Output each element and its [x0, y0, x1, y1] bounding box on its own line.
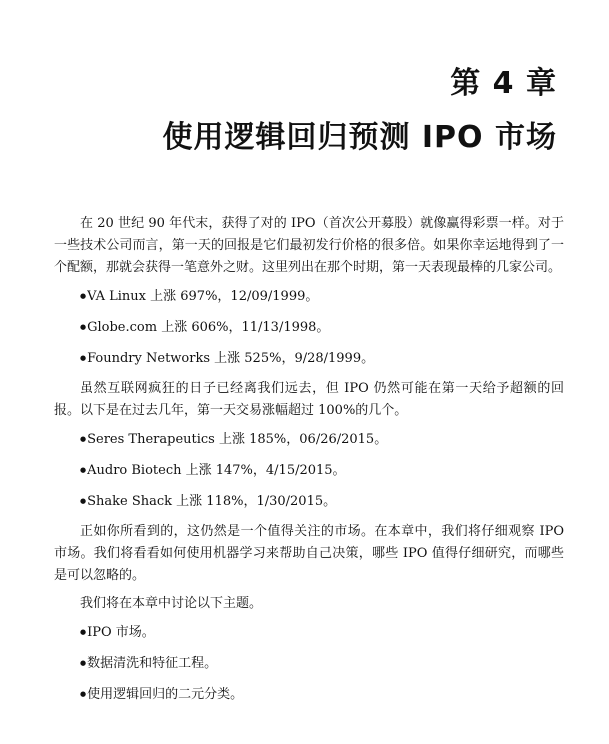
- list-item: ● Seres Therapeutics 上涨 185%，06/26/2015。: [54, 428, 564, 451]
- topic-item: ● IPO 市场。: [54, 621, 564, 644]
- list-item: ● Shake Shack 上涨 118%，1/30/2015。: [54, 490, 564, 513]
- list-item: ● Globe.com 上涨 606%，11/13/1998。: [54, 316, 564, 339]
- topic-item: ● 数据清洗和特征工程。: [54, 652, 564, 675]
- topic-item: ● 使用逻辑回归的二元分类。: [54, 683, 564, 706]
- page-body: [54, 213, 564, 714]
- list-item: ● Foundry Networks 上涨 525%，9/28/1999。: [54, 347, 564, 370]
- chapter-number: 第 4 章: [450, 66, 557, 101]
- topics-intro-paragraph: 我们将在本章中讨论以下主题。: [80, 596, 263, 611]
- recent-paragraph: 虽然互联网疯狂的日子已经离我们远去，但 IPO 仍然可能在第一天给予超额的回报。以下是在过去几年，第一天交易涨幅超过 100%的几个。: [54, 381, 564, 418]
- list-item: ● Audro Biotech 上涨 147%，4/15/2015。: [54, 459, 564, 482]
- list-item: ● VA Linux 上涨 697%，12/09/1999。: [54, 285, 564, 308]
- market-paragraph: 正如你所看到的，这仍然是一个值得关注的市场。在本章中，我们将仔细观察 IPO 市场。我们将看看如何使用机器学习来帮助自己决策，哪些 IPO 值得仔细研究，而哪些是可以忽略的。: [54, 524, 564, 583]
- chapter-title: 使用逻辑回归预测 IPO 市场: [162, 120, 557, 155]
- intro-paragraph: 在 20 世纪 90 年代末，获得了对的 IPO（首次公开募股）就像赢得彩票一样。对于一些技术公司而言，第一天的回报是它们最初发行价格的很多倍。如果你幸运地得到了一个配额，那就会获得一笔意外之财。这里列出在那个时期，第一天表现最棒的几家公司。: [54, 216, 564, 275]
